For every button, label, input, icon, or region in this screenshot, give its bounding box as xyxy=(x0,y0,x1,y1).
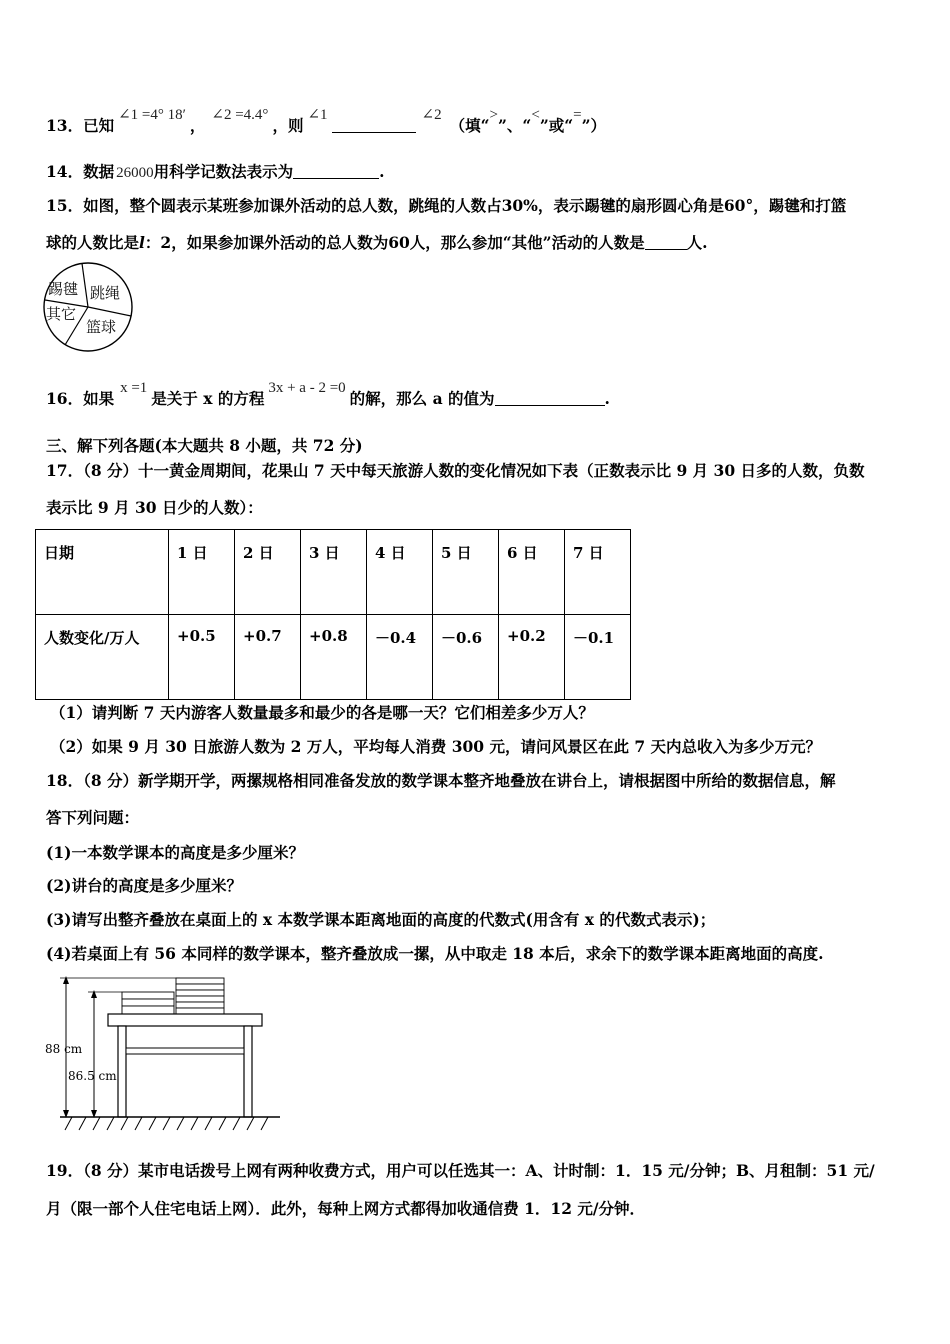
q13-sep1: ”、“ xyxy=(498,116,532,135)
q15-line2-b: ：2，如果参加课外活动的总人数为60人，那么参加“其他”活动的人数是 xyxy=(144,233,645,252)
q15-line2-c: 人. xyxy=(686,233,708,252)
q15-l: l xyxy=(139,233,145,252)
q16-eq1: x =1 xyxy=(120,380,148,396)
arrow-865-top xyxy=(91,990,97,998)
book-stack-large xyxy=(176,978,224,1014)
q16-number: 16．如果 xyxy=(46,389,115,408)
desk-top xyxy=(108,1014,262,1026)
q15-line2 xyxy=(46,235,708,251)
q17-table-header-row xyxy=(36,530,631,615)
q16-text1: 是关于 x 的方程 xyxy=(151,389,265,408)
q14-answer-blank[interactable] xyxy=(293,164,379,179)
pie-divider-top xyxy=(82,263,88,307)
pie-label-lanqiu: 篮球 xyxy=(86,318,117,336)
q19-line1: 19．（8 分）某市电话拨号上网有两种收费方式，用户可以任选其一：A、计时制：1．15 元/分钟；B、月租制：51 元/ xyxy=(46,1161,875,1180)
pie-label-tiaosheng: 跳绳 xyxy=(90,284,121,302)
q17-table-data-row xyxy=(36,615,631,700)
q17-th-7: 7 日 xyxy=(565,530,631,615)
q14-value: 26000 xyxy=(116,165,154,181)
q16-end: . xyxy=(604,389,610,408)
q13-gt: > xyxy=(489,107,498,123)
q17-td-4: －0.4 xyxy=(367,615,433,700)
q18-sub4: (4)若桌面上有 56 本同样的数学课本，整齐叠放成一摞，从中取走 18 本后，求余下的数学课本距离地面的高度. xyxy=(46,944,824,963)
q13-hint-close: ”） xyxy=(581,116,607,135)
q13-angle2: ∠2 =4.4° xyxy=(211,107,269,123)
book-stack-small xyxy=(122,992,174,1014)
q14-text: 用科学记数法表示为 xyxy=(153,162,294,181)
q18-line1: 18．（8 分）新学期开学，两摞规格相同准备发放的数学课本整齐地叠放在讲台上，请根据图中所给的数据信息，解 xyxy=(46,771,836,790)
q17-th-2: 2 日 xyxy=(235,530,301,615)
q17-td-2: +0.7 xyxy=(235,615,301,700)
q16-text2: 的解，那么 a 的值为 xyxy=(349,389,495,408)
q17-th-5: 5 日 xyxy=(433,530,499,615)
q17-line2: 表示比 9 月 30 日少的人数）： xyxy=(46,498,263,517)
q17-td-3: +0.8 xyxy=(301,615,367,700)
q17-th-0: 日期 xyxy=(36,530,169,615)
q13-angle1: ∠1 =4° 18′ xyxy=(118,107,186,123)
pie-label-qita: 其它 xyxy=(46,305,77,323)
label-88cm: 88 cm xyxy=(45,1042,83,1056)
ground-hatch xyxy=(65,1117,268,1130)
pie-divider-right xyxy=(88,307,131,316)
q18-sub2: (2)讲台的高度是多少厘米？ xyxy=(46,876,242,895)
q17-sub2: （2）如果 9 月 30 日旅游人数为 2 万人，平均每人消费 300 元，请问风景区在此 7 天内总收入为多少万元？ xyxy=(50,737,822,756)
q15-line1: 15．如图，整个圆表示某班参加课外活动的总人数，跳绳的人数占30%，表示踢毽的扇形圆心角是60°，踢毽和打篮 xyxy=(46,196,847,215)
pie-label-jianzi: 踢毽 xyxy=(48,280,79,298)
q17-td-0: 人数变化/万人 xyxy=(36,615,169,700)
q13-lt: < xyxy=(531,107,540,123)
q13-eq: = xyxy=(573,107,582,123)
desk-leg-left xyxy=(118,1026,126,1117)
q16-eq2: 3x + a - 2 =0 xyxy=(268,380,346,396)
q13-line xyxy=(46,107,607,135)
q16-answer-blank[interactable] xyxy=(495,391,605,406)
q17-td-6: +0.2 xyxy=(499,615,565,700)
q18-sub3: (3)请写出整齐叠放在桌面上的 x 本数学课本距离地面的高度的代数式(用含有 x 的代数式表示)； xyxy=(46,910,716,929)
q16-line xyxy=(46,380,610,408)
label-86-5cm: 86.5 cm xyxy=(68,1069,117,1083)
section-3-heading: 三、解下列各题(本大题共 8 小题，共 72 分) xyxy=(46,436,363,455)
desk-leg-right xyxy=(244,1026,252,1117)
q17-th-1: 1 日 xyxy=(169,530,235,615)
q17-td-1: +0.5 xyxy=(169,615,235,700)
q15-line2-a: 球的人数比是 xyxy=(46,233,140,252)
q13-a1: ∠1 xyxy=(307,107,328,123)
q13-then: ，则 xyxy=(272,116,304,135)
q18-sub1: (1)一本数学课本的高度是多少厘米？ xyxy=(46,843,304,862)
q17-th-6: 6 日 xyxy=(499,530,565,615)
desk-figure xyxy=(40,972,290,1140)
arrow-88-top xyxy=(63,976,69,984)
q17-line1: 17．（8 分）十一黄金周期间，花果山 7 天中每天旅游人数的变化情况如下表（正数表示比 9 月 30 日多的人数，负数 xyxy=(46,461,865,480)
pie-figure xyxy=(40,260,140,356)
q17-th-4: 4 日 xyxy=(367,530,433,615)
desk-crossbar xyxy=(126,1048,244,1054)
q17-td-7: －0.1 xyxy=(565,615,631,700)
q13-number: 13．已知 xyxy=(46,116,115,135)
q17-table xyxy=(35,529,631,700)
q18-line2: 答下列问题： xyxy=(46,808,140,827)
q13-answer-blank[interactable] xyxy=(332,118,416,133)
q13-sep2: ”或“ xyxy=(539,116,574,135)
q14-line xyxy=(46,164,385,181)
q17-sub1: （1）请判断 7 天内游客人数量最多和最少的各是哪一天？它们相差多少万人？ xyxy=(50,703,594,722)
q13-a2: ∠2 xyxy=(421,107,442,123)
q17-td-5: －0.6 xyxy=(433,615,499,700)
q17-th-3: 3 日 xyxy=(301,530,367,615)
q13-hint-open: （填“ xyxy=(449,116,490,135)
q14-end: . xyxy=(379,162,385,181)
q15-answer-blank[interactable] xyxy=(645,235,687,250)
q19-line2: 月（限一部个人住宅电话上网）．此外，每种上网方式都得加收通信费 1．12 元/分钟． xyxy=(46,1199,646,1218)
q14-number: 14．数据 xyxy=(46,162,115,181)
q13-comma: ， xyxy=(189,116,206,135)
